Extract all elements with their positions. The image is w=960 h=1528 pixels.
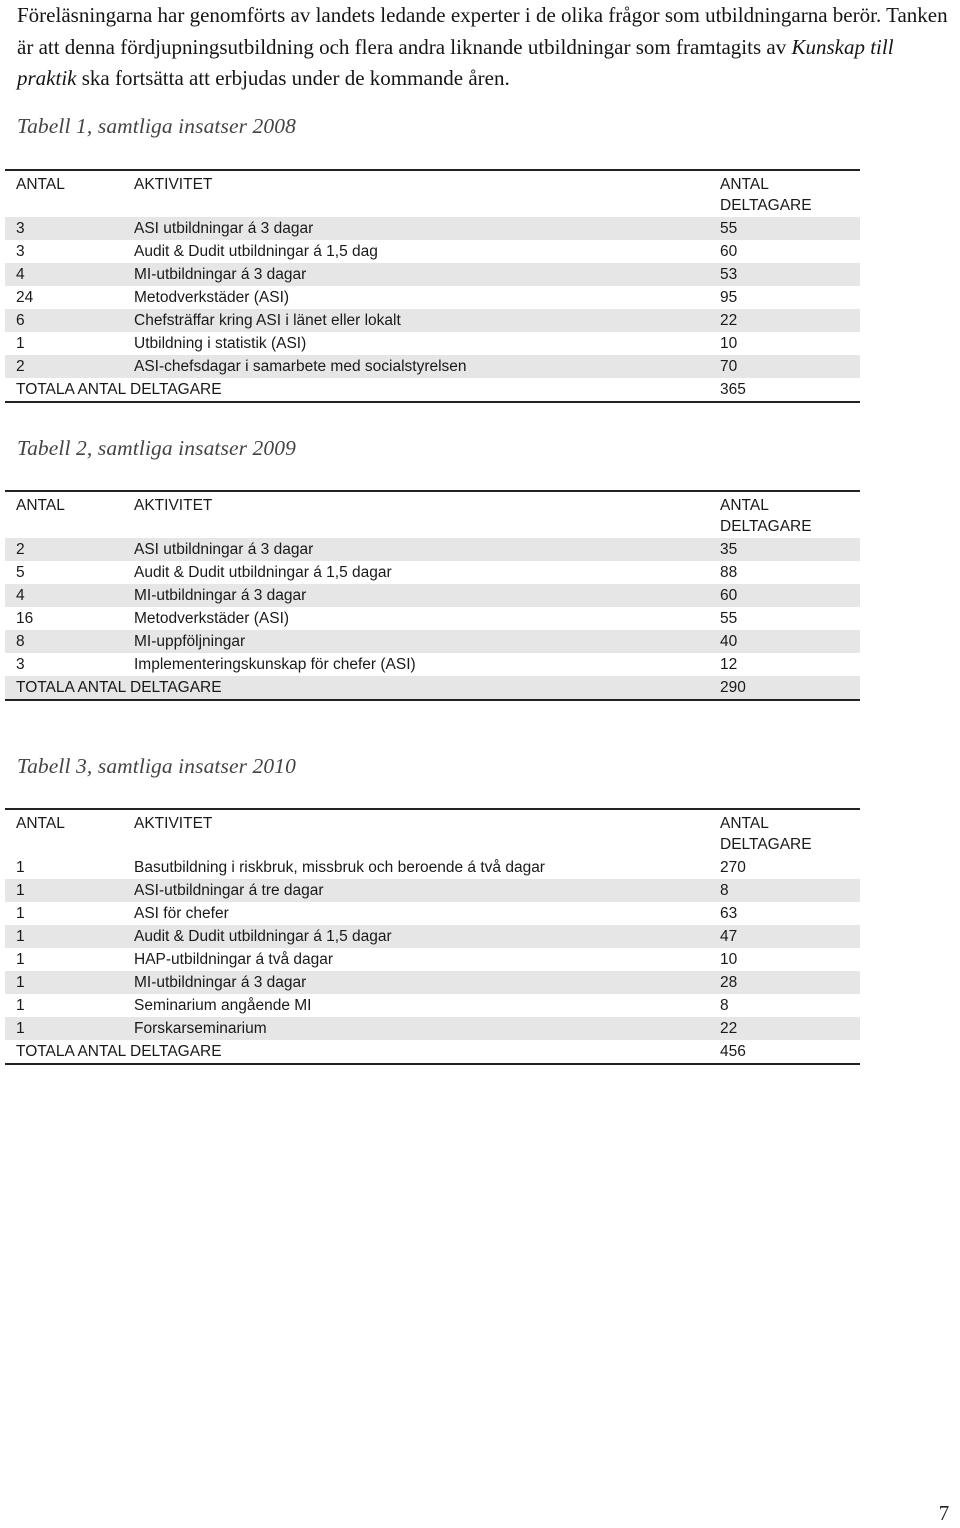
row-deltagare: 40 (720, 633, 738, 650)
intro-italic-program: Kunskap till praktik (17, 34, 894, 90)
row-deltagare: 12 (720, 656, 738, 673)
table2-header-antal: ANTAL (16, 497, 65, 514)
table3-caption: Tabell 3, samtliga insatser 2010 (17, 754, 296, 778)
table-row (5, 653, 860, 676)
row-antal: 1 (16, 974, 25, 991)
table1-header-aktivitet: AKTIVITET (134, 176, 213, 193)
row-deltagare: 10 (720, 335, 738, 352)
table-row (5, 332, 860, 355)
table-row (5, 286, 860, 309)
row-aktivitet: Forskarseminarium (134, 1020, 267, 1037)
row-antal: 4 (16, 587, 25, 604)
row-antal: 1 (16, 1020, 25, 1037)
row-aktivitet: ASI utbildningar á 3 dagar (134, 220, 314, 237)
total-label: TOTALA ANTAL DELTAGARE (16, 381, 222, 398)
table3-header-aktivitet: AKTIVITET (134, 815, 213, 832)
table3-header-antal: ANTAL (16, 815, 65, 832)
row-deltagare: 63 (720, 905, 738, 922)
row-deltagare: 28 (720, 974, 738, 991)
table1-header-antal: ANTAL (16, 176, 65, 193)
table2-body (5, 538, 860, 699)
row-deltagare: 10 (720, 951, 738, 968)
row-antal: 24 (16, 289, 34, 306)
row-antal: 6 (16, 312, 25, 329)
intro-text-2: ska fortsätta att erbjudas under de kommande åren. (76, 66, 510, 90)
table-row (5, 879, 860, 902)
table3-header (5, 810, 860, 856)
row-aktivitet: Chefsträffar kring ASI i länet eller lokalt (134, 312, 401, 329)
table2-header-aktivitet: AKTIVITET (134, 497, 213, 514)
row-antal: 1 (16, 882, 25, 899)
table-row (5, 263, 860, 286)
row-deltagare: 22 (720, 1020, 738, 1037)
row-deltagare: 55 (720, 610, 738, 627)
page-number: 7 (938, 1501, 950, 1525)
table3 (5, 808, 860, 1065)
row-antal: 2 (16, 541, 25, 558)
row-antal: 4 (16, 266, 25, 283)
row-deltagare: 53 (720, 266, 738, 283)
table-row (5, 856, 860, 879)
table1-header (5, 171, 860, 217)
row-deltagare: 8 (720, 882, 729, 899)
row-aktivitet: MI-utbildningar á 3 dagar (134, 974, 307, 991)
row-aktivitet: ASI-utbildningar á tre dagar (134, 882, 324, 899)
row-antal: 1 (16, 997, 25, 1014)
row-deltagare: 47 (720, 928, 738, 945)
row-aktivitet: ASI-chefsdagar i samarbete med socialstyrelsen (134, 358, 467, 375)
table3-body (5, 856, 860, 1063)
table-row (5, 607, 860, 630)
table-row (5, 240, 860, 263)
table-row (5, 925, 860, 948)
table-row (5, 538, 860, 561)
row-deltagare: 35 (720, 541, 738, 558)
row-aktivitet: MI-utbildningar á 3 dagar (134, 266, 307, 283)
row-deltagare: 60 (720, 587, 738, 604)
row-antal: 1 (16, 905, 25, 922)
table1-body (5, 217, 860, 401)
table2-caption: Tabell 2, samtliga insatser 2009 (17, 436, 296, 460)
table1 (5, 169, 860, 403)
table-row (5, 948, 860, 971)
row-deltagare: 70 (720, 358, 738, 375)
row-aktivitet: Basutbildning i riskbruk, missbruk och beroende á två dagar (134, 859, 545, 876)
table3-header-deltagare: ANTAL DELTAGARE (720, 815, 812, 853)
total-label: TOTALA ANTAL DELTAGARE (16, 1043, 222, 1060)
intro-text-1: Föreläsningarna har genomförts av landets ledande experter i de olika frågor som utbildningarna berör. Tanken är att denna fördjupningsutbildning och flera andra liknande utbildningar som framtagits av (17, 3, 948, 59)
row-antal: 2 (16, 358, 25, 375)
row-aktivitet: HAP-utbildningar á två dagar (134, 951, 334, 968)
row-antal: 3 (16, 656, 25, 673)
table-total-row (5, 378, 860, 401)
row-deltagare: 22 (720, 312, 738, 329)
row-aktivitet: Audit & Dudit utbildningar á 1,5 dagar (134, 928, 392, 945)
table2-header-deltagare: ANTAL DELTAGARE (720, 497, 812, 535)
row-aktivitet: Audit & Dudit utbildningar á 1,5 dagar (134, 564, 392, 581)
table2-header (5, 492, 860, 538)
total-value: 290 (720, 679, 746, 696)
row-aktivitet: MI-utbildningar á 3 dagar (134, 587, 307, 604)
row-deltagare: 55 (720, 220, 738, 237)
table-row (5, 309, 860, 332)
row-aktivitet: Seminarium angående MI (134, 997, 312, 1014)
table-row (5, 902, 860, 925)
row-antal: 16 (16, 610, 34, 627)
row-antal: 1 (16, 928, 25, 945)
row-aktivitet: Audit & Dudit utbildningar á 1,5 dag (134, 243, 378, 260)
row-aktivitet: MI-uppföljningar (134, 633, 246, 650)
row-antal: 3 (16, 220, 25, 237)
row-aktivitet: ASI utbildningar á 3 dagar (134, 541, 314, 558)
row-antal: 3 (16, 243, 25, 260)
row-aktivitet: Utbildning i statistik (ASI) (134, 335, 307, 352)
row-deltagare: 60 (720, 243, 738, 260)
table1-caption: Tabell 1, samtliga insatser 2008 (17, 114, 296, 138)
row-aktivitet: Metodverkstäder (ASI) (134, 610, 290, 627)
row-antal: 8 (16, 633, 25, 650)
total-value: 456 (720, 1043, 746, 1060)
table-row (5, 971, 860, 994)
table-row (5, 994, 860, 1017)
table-row (5, 355, 860, 378)
total-label: TOTALA ANTAL DELTAGARE (16, 679, 222, 696)
row-aktivitet: ASI för chefer (134, 905, 229, 922)
table-row (5, 1017, 860, 1040)
row-deltagare: 88 (720, 564, 738, 581)
table-row (5, 584, 860, 607)
row-deltagare: 95 (720, 289, 738, 306)
row-aktivitet: Metodverkstäder (ASI) (134, 289, 290, 306)
table1-header-deltagare: ANTAL DELTAGARE (720, 176, 812, 214)
table-row (5, 630, 860, 653)
table-row (5, 561, 860, 584)
row-antal: 1 (16, 951, 25, 968)
row-deltagare: 270 (720, 859, 746, 876)
row-antal: 5 (16, 564, 25, 581)
table-total-row (5, 676, 860, 699)
row-aktivitet: Implementeringskunskap för chefer (ASI) (134, 656, 416, 673)
table-row (5, 217, 860, 240)
row-antal: 1 (16, 859, 25, 876)
table-total-row (5, 1040, 860, 1063)
table2 (5, 490, 860, 701)
row-antal: 1 (16, 335, 25, 352)
row-deltagare: 8 (720, 997, 729, 1014)
total-value: 365 (720, 381, 746, 398)
intro-paragraph (17, 0, 952, 95)
